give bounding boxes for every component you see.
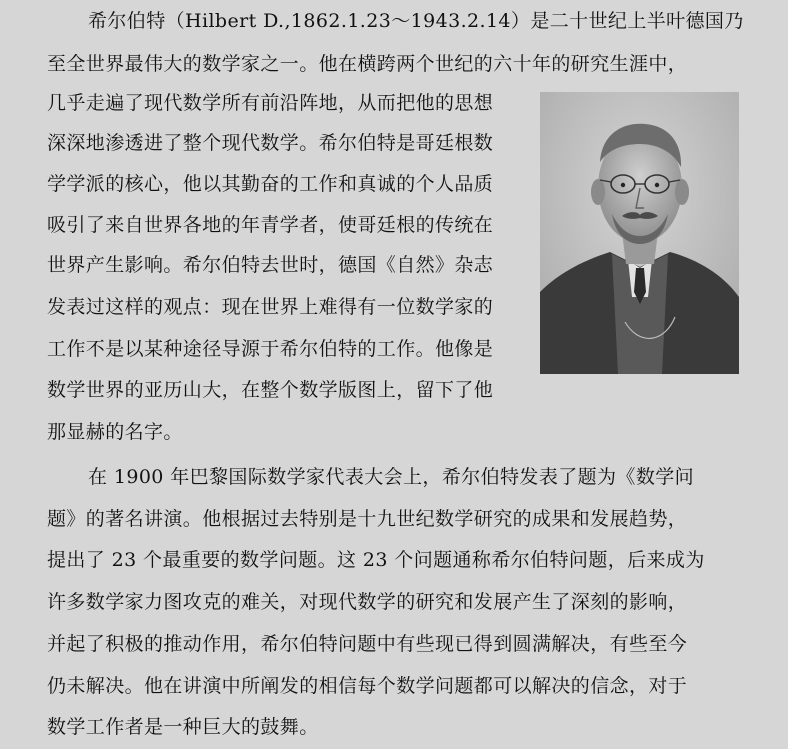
paragraph-2-line-4: 许多数学家力图攻克的难关，对现代数学的研究和发展产生了深刻的影响， <box>47 591 688 613</box>
paragraph-1-line-8: 发表过这样的观点：现在世界上难得有一位数学家的 <box>47 296 494 318</box>
paragraph-1-line-9: 工作不是以某种途径导源于希尔伯特的工作。他像是 <box>47 338 494 360</box>
hilbert-portrait-photo <box>540 92 739 374</box>
paragraph-1-line-2: 至全世界最伟大的数学家之一。他在横跨两个世纪的六十年的研究生涯中， <box>47 53 688 75</box>
paragraph-2-line-5: 并起了积极的推动作用，希尔伯特问题中有些现已得到圆满解决，有些至今 <box>47 633 688 655</box>
paragraph-2-line-2: 题》的著名讲演。他根据过去特别是十九世纪数学研究的成果和发展趋势， <box>47 508 688 530</box>
paragraph-1-line-10: 数学世界的亚历山大，在整个数学版图上，留下了他 <box>47 379 494 401</box>
paragraph-2-line-1: 在 1900 年巴黎国际数学家代表大会上，希尔伯特发表了题为《数学问 <box>88 466 695 488</box>
paragraph-1-line-6: 吸引了来自世界各地的年青学者，使哥廷根的传统在 <box>47 214 494 236</box>
paragraph-2-line-3: 提出了 23 个最重要的数学问题。这 23 个问题通称希尔伯特问题，后来成为 <box>47 549 705 571</box>
paragraph-2-line-6: 仍未解决。他在讲演中所阐发的相信每个数学问题都可以解决的信念，对于 <box>47 675 688 697</box>
paragraph-1-line-5: 学学派的核心，他以其勤奋的工作和真诚的个人品质 <box>47 173 494 195</box>
paragraph-1-line-7: 世界产生影响。希尔伯特去世时，德国《自然》杂志 <box>47 254 494 276</box>
paragraph-1-line-1: 希尔伯特（Hilbert D.,1862.1.23～1943.2.14）是二十世纪上半叶德国乃 <box>88 10 744 32</box>
paragraph-1-line-3: 几乎走遍了现代数学所有前沿阵地，从而把他的思想 <box>47 92 494 114</box>
paragraph-1-line-11: 那显赫的名字。 <box>47 421 183 443</box>
paragraph-2-line-7: 数学工作者是一种巨大的鼓舞。 <box>47 716 319 738</box>
paragraph-1-line-4: 深深地渗透进了整个现代数学。希尔伯特是哥廷根数 <box>47 132 494 154</box>
portrait-image <box>540 92 739 374</box>
